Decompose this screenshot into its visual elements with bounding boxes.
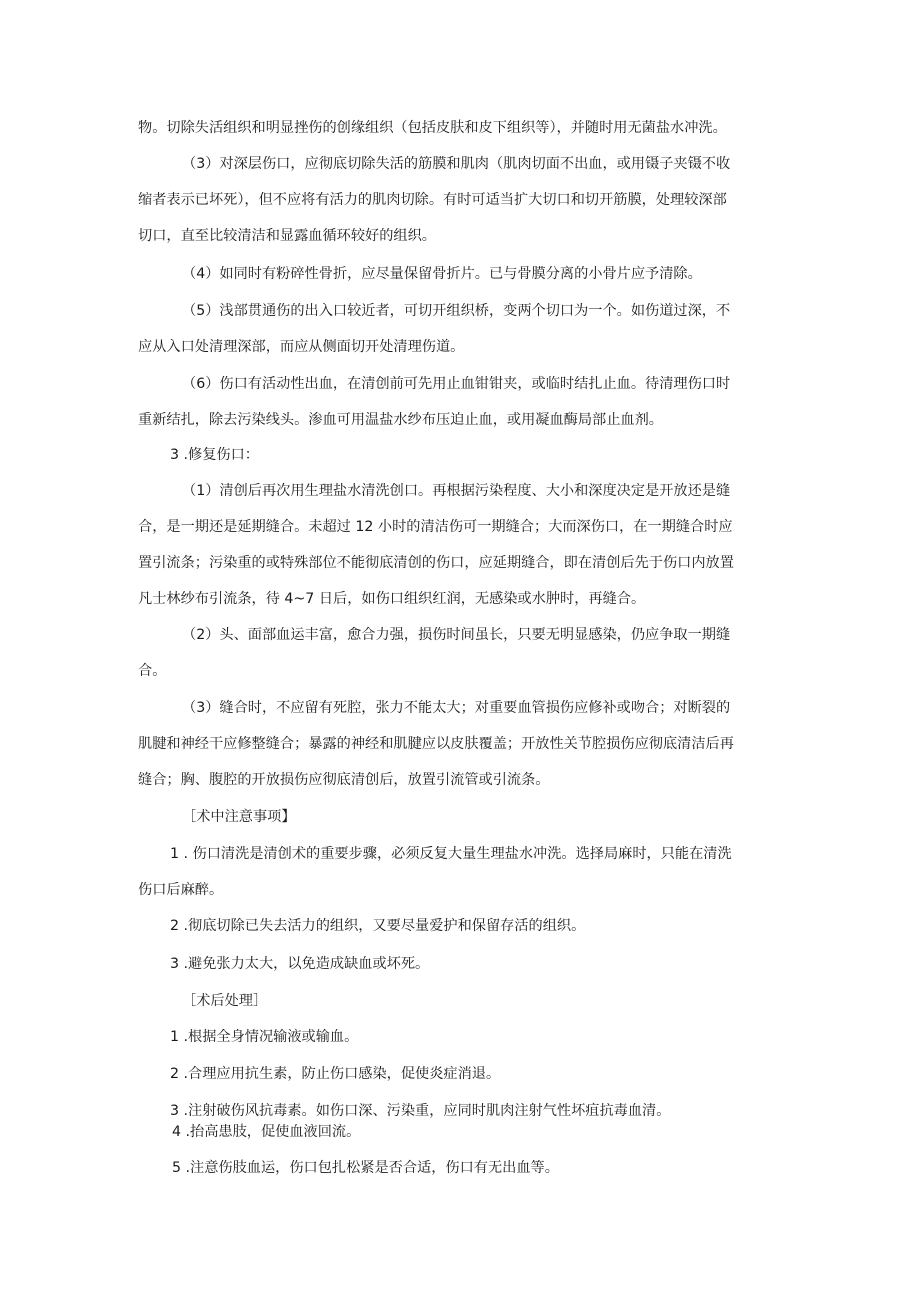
text-line: 肌腱和神经干应修整缝合；暴露的神经和肌腱应以皮肤覆盖；开放性关节腔损伤应彻底清洁后再 <box>138 736 734 752</box>
text-line: 3 .注射破伤风抗毒素。如伤口深、污染重，应同时肌肉注射气性坏疽抗毒血清。 <box>170 1103 671 1119</box>
paragraph-deep-wound <box>138 146 784 254</box>
list-item-intraop-3 <box>138 946 784 982</box>
text-line: 重新结扎，除去污染线头。渗血可用温盐水纱布压迫止血，或用凝血酶局部止血剂。 <box>138 412 663 428</box>
list-item-intraop-1 <box>138 836 784 908</box>
text-line: 1 . 伤口清洗是清创术的重要步骤，必须反复大量生理盐水冲洗。选择局麻时，只能在清洗 <box>170 846 732 862</box>
paragraph-through-wound <box>138 293 784 365</box>
text-line: ［术后处理］ <box>182 993 268 1009</box>
text-line: 伤口后麻醉。 <box>138 882 224 898</box>
text-line: 合。 <box>138 663 167 679</box>
text-line: ［术中注意事项】 <box>182 809 296 825</box>
list-item-postop-2 <box>138 1056 784 1092</box>
text-line: （4）如同时有粉碎性骨折，应尽量保留骨折片。已与骨膜分离的小骨片应予清除。 <box>182 266 702 282</box>
list-item-intraop-2 <box>138 908 784 944</box>
text-line: 缝合；胸、腹腔的开放损伤应彻底清创后，放置引流管或引流条。 <box>138 772 550 788</box>
text-line: （6）伤口有活动性出血，在清创前可先用止血钳钳夹，或临时结扎止血。待清理伤口时 <box>182 376 731 392</box>
text-line: （2）头、面部血运丰富，愈合力强，损伤时间虽长，只要无明显感染，仍应争取一期缝 <box>182 627 731 643</box>
paragraph-head-face <box>138 617 784 689</box>
section-heading-postoperative <box>138 983 784 1019</box>
list-item-postop-5 <box>138 1150 784 1186</box>
section-heading-intraoperative <box>138 799 784 835</box>
text-line: 物。切除失活组织和明显挫伤的创缘组织（包括皮肤和皮下组织等），并随时用无菌盐水冲洗。 <box>138 120 727 136</box>
text-line: 缩者表示已坏死），但不应将有活力的肌肉切除。有时可适当扩大切口和切开筋膜，处理较深部 <box>138 192 727 208</box>
text-line: 5 .注意伤肢血运，伤口包扎松紧是否合适，伤口有无出血等。 <box>172 1160 559 1176</box>
text-line: （3）缝合时，不应留有死腔，张力不能太大；对重要血管损伤应修补或吻合；对断裂的 <box>182 700 731 716</box>
text-line: 应从入口处清理深部，而应从侧面切开处清理伤道。 <box>138 339 465 355</box>
text-line: 4 .抬高患肢，促使血液回流。 <box>172 1124 361 1140</box>
text-line: 2 .合理应用抗生素，防止伤口感染，促使炎症消退。 <box>170 1066 501 1082</box>
text-line: （5）浅部贯通伤的出入口较近者，可切开组织桥，变两个切口为一个。如伤道过深，不 <box>182 303 731 319</box>
text-line: （3）对深层伤口，应彻底切除失活的筋膜和肌肉（肌肉切面不出血，或用镊子夹镊不收 <box>182 156 731 172</box>
paragraph-comminuted-fracture <box>138 256 784 292</box>
text-line: 2 .彻底切除已失去活力的组织，又要尽量爱护和保留存活的组织。 <box>170 918 586 934</box>
section-heading-wound-repair <box>138 437 784 473</box>
text-line: 凡士林纱布引流条，待 4~7 日后，如伤口组织红润，无感染或水肿时，再缝合。 <box>138 591 646 607</box>
text-line: 3 .避免张力太大，以免造成缺血或坏死。 <box>170 956 430 972</box>
text-line: 置引流条；污染重的或特殊部位不能彻底清创的伤口，应延期缝合，即在清创后先于伤口内放置 <box>138 555 734 571</box>
text-line: 1 .根据全身情况输液或输血。 <box>170 1029 359 1045</box>
list-item-postop-1 <box>138 1019 784 1055</box>
paragraph-rinse-and-suture <box>138 473 784 617</box>
text-line: 3 .修复伤口： <box>170 447 259 463</box>
paragraph-suture-notes <box>138 690 784 798</box>
paragraph-debridement-continued <box>138 110 784 146</box>
text-line: 切口，直至比较清洁和显露血循环较好的组织。 <box>138 228 436 244</box>
paragraph-active-bleeding <box>138 366 784 438</box>
text-line: 合，是一期还是延期缝合。未超过 12 小时的清洁伤可一期缝合；大而深伤口，在一期缝合时应 <box>138 519 733 535</box>
text-line: （1）清创后再次用生理盐水清洗创口。再根据污染程度、大小和深度决定是开放还是缝 <box>182 483 731 499</box>
list-item-postop-4 <box>138 1114 784 1150</box>
